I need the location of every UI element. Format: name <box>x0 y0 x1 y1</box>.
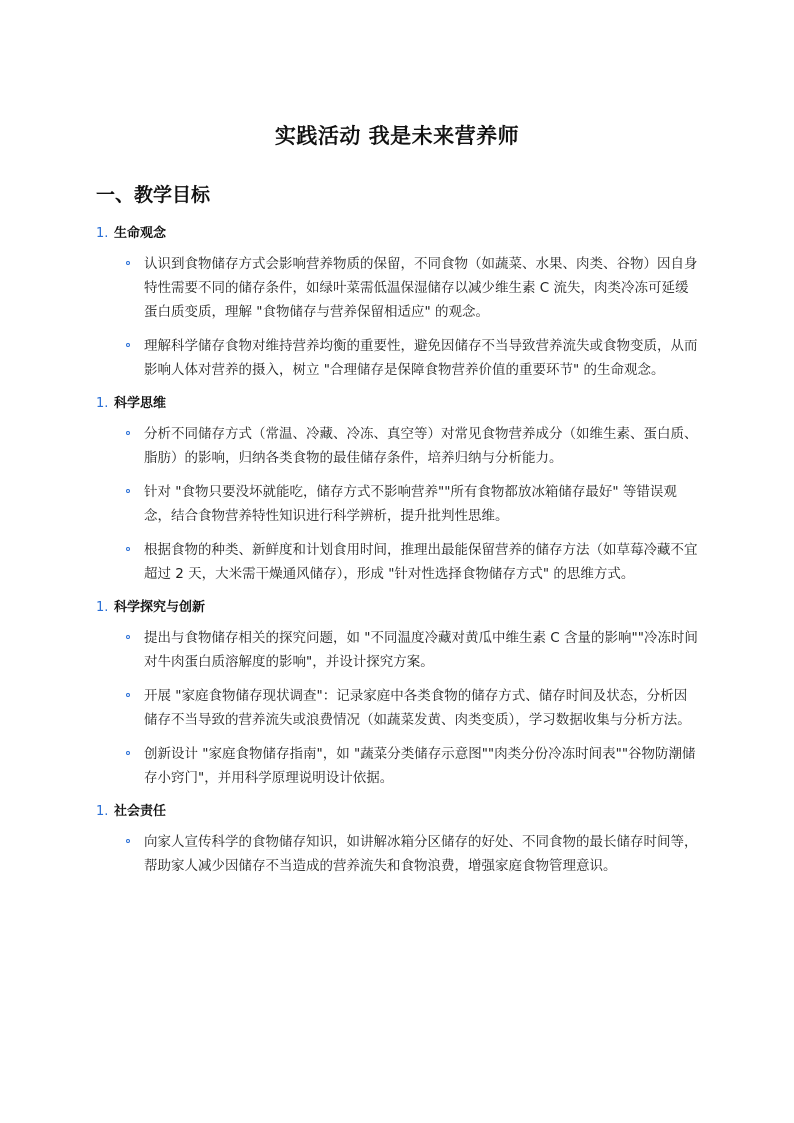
list-item-text: 提出与食物储存相关的探究问题，如 "不同温度冷藏对黄瓜中维生素 C 含量的影响""冷冻时间对牛肉蛋白质溶解度的影响"，并设计探究方案。 <box>144 630 698 670</box>
list-number: 1. <box>96 600 109 615</box>
group-title: 生命观念 <box>114 226 167 241</box>
group-header <box>96 800 700 820</box>
bullet-circle-icon <box>126 489 130 493</box>
list-item-text: 根据食物的种类、新鲜度和计划食用时间，推理出最能保留营养的储存方法（如草莓冷藏不宜超过 2 天，大米需干燥通风储存），形成 "针对性选择食物储存方式" 的思维方式。 <box>144 542 698 582</box>
bullet-circle-icon <box>126 431 130 435</box>
objective-group-life-concept <box>96 222 700 382</box>
list-item-text: 理解科学储存食物对维持营养均衡的重要性，避免因储存不当导致营养流失或食物变质，从而影响人体对营养的摄入，树立 "合理储存是保障食物营养价值的重要环节" 的生命观念。 <box>144 338 698 378</box>
list-item-text: 开展 "家庭食物储存现状调查"：记录家庭中各类食物的储存方式、储存时间及状态，分析因储存不当导致的营养流失或浪费情况（如蔬菜发黄、肉类变质），学习数据收集与分析方法。 <box>144 688 691 728</box>
group-title: 社会责任 <box>114 804 167 819</box>
bullet-list <box>96 252 700 382</box>
list-item <box>96 334 700 382</box>
list-item <box>96 684 700 732</box>
document-title: 实践活动 我是未来营养师 <box>274 124 520 148</box>
list-item-text: 针对 "食物只要没坏就能吃，储存方式不影响营养""所有食物都放冰箱储存最好" 等错误观念，结合食物营养特性知识进行科学辨析，提升批判性思维。 <box>144 484 677 524</box>
group-header <box>96 392 700 412</box>
bullet-circle-icon <box>126 261 130 265</box>
bullet-circle-icon <box>126 343 130 347</box>
objective-group-social-responsibility <box>96 800 700 878</box>
group-title: 科学思维 <box>114 396 167 411</box>
list-item <box>96 480 700 528</box>
list-number: 1. <box>96 396 109 411</box>
list-item <box>96 626 700 674</box>
group-header <box>96 596 700 616</box>
bullet-circle-icon <box>126 751 130 755</box>
bullet-circle-icon <box>126 547 130 551</box>
section-heading: 一、教学目标 <box>96 184 211 206</box>
list-number: 1. <box>96 804 109 819</box>
group-title: 科学探究与创新 <box>114 600 206 615</box>
bullet-list <box>96 626 700 790</box>
list-item <box>96 422 700 470</box>
list-item-text: 分析不同储存方式（常温、冷藏、冷冻、真空等）对常见食物营养成分（如维生素、蛋白质、脂肪）的影响，归纳各类食物的最佳储存条件，培养归纳与分析能力。 <box>144 426 698 466</box>
list-item <box>96 252 700 324</box>
objective-group-inquiry-innovation <box>96 596 700 790</box>
list-item <box>96 830 700 878</box>
objectives-content <box>96 222 700 888</box>
list-item-text: 创新设计 "家庭食物储存指南"，如 "蔬菜分类储存示意图""肉类分份冷冻时间表""谷物防潮储存小窍门"，并用科学原理说明设计依据。 <box>144 746 696 786</box>
bullet-circle-icon <box>126 635 130 639</box>
list-item-text: 认识到食物储存方式会影响营养物质的保留，不同食物（如蔬菜、水果、肉类、谷物）因自身特性需要不同的储存条件，如绿叶菜需低温保湿储存以减少维生素 C 流失，肉类冷冻可延缓蛋白质变质，理解 "食物储存与营养保留相适应" 的观念。 <box>144 256 698 320</box>
group-header <box>96 222 700 242</box>
list-item-text: 向家人宣传科学的食物储存知识，如讲解冰箱分区储存的好处、不同食物的最长储存时间等，帮助家人减少因储存不当造成的营养流失和食物浪费，增强家庭食物管理意识。 <box>144 834 698 874</box>
objective-group-scientific-thinking <box>96 392 700 586</box>
bullet-list <box>96 422 700 586</box>
bullet-list <box>96 830 700 878</box>
list-item <box>96 742 700 790</box>
bullet-circle-icon <box>126 693 130 697</box>
bullet-circle-icon <box>126 839 130 843</box>
list-item <box>96 538 700 586</box>
list-number: 1. <box>96 226 109 241</box>
